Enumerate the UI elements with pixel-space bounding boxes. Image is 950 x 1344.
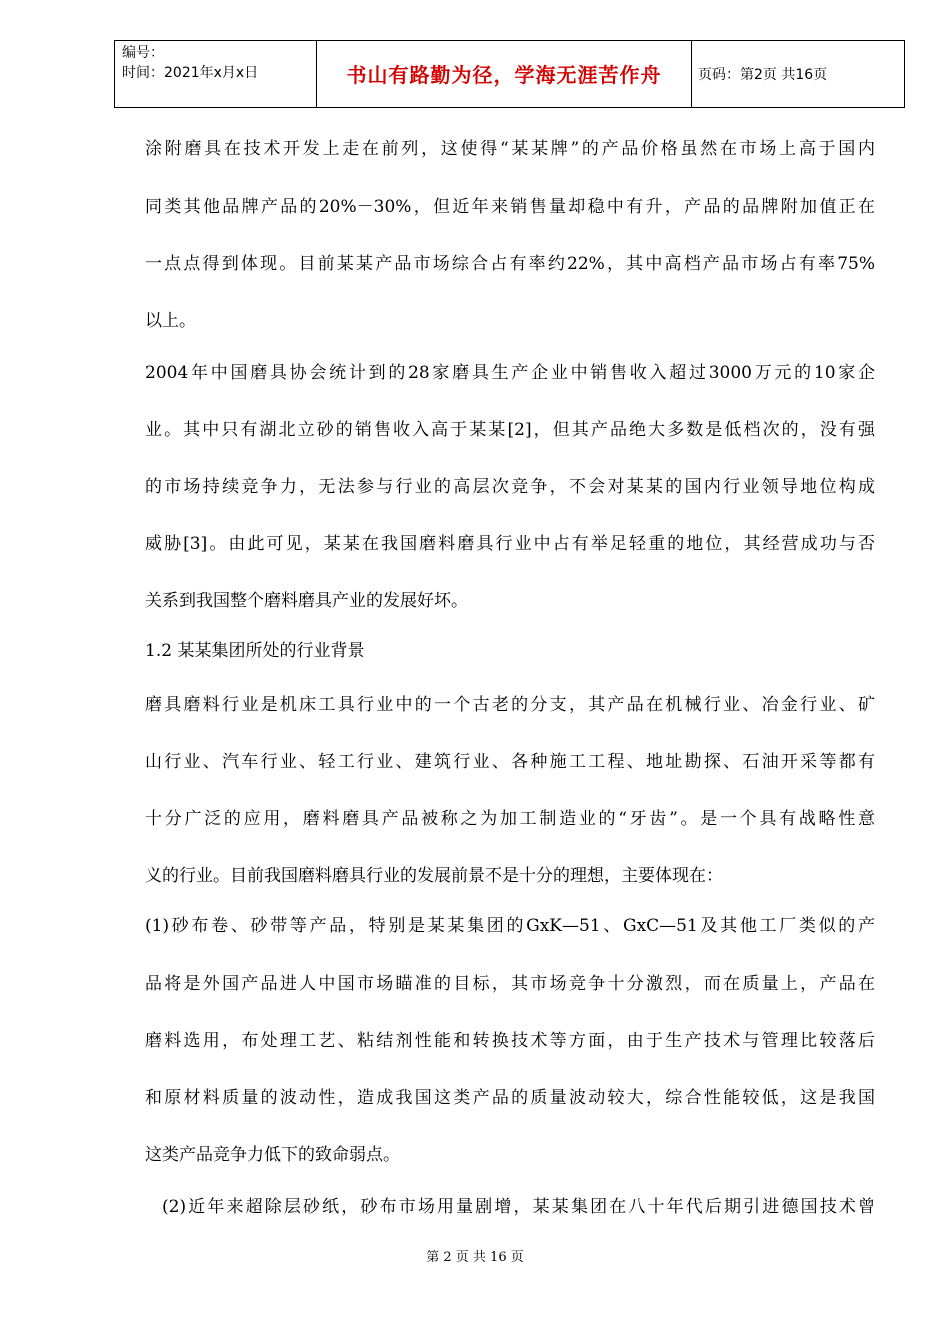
header-meta <box>122 43 258 83</box>
body-line: 以上。 <box>145 311 196 331</box>
body-line: 磨具磨料行业是机床工具行业中的一个古老的分支，其产品在机械行业、冶金行业、矿 <box>145 695 875 715</box>
header-motto: 书山有路勤为径，学海无涯苦作舟 <box>346 63 662 87</box>
body-line: (1)砂布卷、砂带等产品，特别是某某集团的GxK—51、GxC—51及其他工厂类似的产 <box>145 916 875 936</box>
header-border-right <box>904 40 905 107</box>
document-time-label: 时间：2021年x月x日 <box>122 65 259 81</box>
body-line: 的市场持续竞争力，无法参与行业的高层次竞争，不会对某某的国内行业领导地位构成 <box>145 477 875 497</box>
header-border-left <box>114 40 115 107</box>
body-line: 一点点得到体现。目前某某产品市场综合占有率约22%，其中高档产品市场占有率75% <box>145 254 875 274</box>
body-line: 涂附磨具在技术开发上走在前列，这使得“某某牌”的产品价格虽然在市场上高于国内 <box>145 139 875 159</box>
body-line: 关系到我国整个磨料磨具产业的发展好坏。 <box>145 591 468 611</box>
body-line: 山行业、汽车行业、轻工行业、建筑行业、各种施工工程、地址勘探、石油开采等都有 <box>145 752 875 772</box>
body-line: 威胁[3]。由此可见，某某在我国磨料磨具行业中占有举足轻重的地位，其经营成功与否 <box>145 534 875 554</box>
header-divider-2 <box>691 40 692 107</box>
document-number-label: 编号： <box>122 45 164 61</box>
body-line: 这类产品竞争力低下的致命弱点。 <box>145 1145 400 1165</box>
section-heading: 1.2 某某集团所处的行业背景 <box>145 641 365 661</box>
body-line: 2004年中国磨具协会统计到的28家磨具生产企业中销售收入超过3000万元的10家企 <box>145 363 875 383</box>
page-footer: 第 2 页 共 16 页 <box>426 1250 524 1265</box>
body-line: 品将是外国产品进人中国市场瞄准的目标，其市场竞争十分激烈，而在质量上，产品在 <box>145 974 875 994</box>
body-line: 同类其他品牌产品的20%－30%，但近年来销售量却稳中有升，产品的品牌附加值正在 <box>145 197 875 217</box>
body-line: (2)近年来超除层砂纸，砂布市场用量剧增，某某集团在八十年代后期引进德国技术曾 <box>162 1197 875 1217</box>
body-line: 十分广泛的应用，磨料磨具产品被称之为加工制造业的“牙齿”。是一个具有战略性意 <box>145 809 875 829</box>
body-line: 磨料选用，布处理工艺、粘结剂性能和转换技术等方面，由于生产技术与管理比较落后 <box>145 1031 875 1051</box>
body-line: 业。其中只有湖北立砂的销售收入高于某某[2]，但其产品绝大多数是低档次的，没有强 <box>145 420 875 440</box>
header-page-info: 页码：第2页 共16页 <box>698 66 828 83</box>
body-line: 义的行业。目前我国磨料磨具行业的发展前景不是十分的理想，主要体现在： <box>145 866 723 886</box>
page-header <box>114 40 905 108</box>
body-line: 和原材料质量的波动性，造成我国这类产品的质量波动较大，综合性能较低，这是我国 <box>145 1088 875 1108</box>
